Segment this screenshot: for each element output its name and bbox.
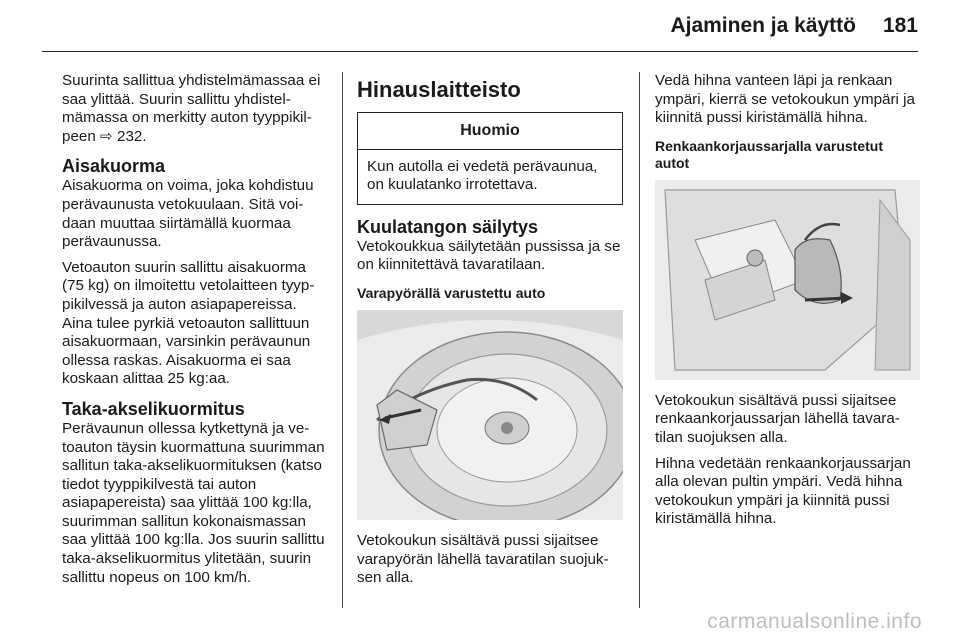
subheading-renkaankorjaussarja: Renkaankorjaussarjalla varustetut autot (655, 137, 883, 171)
spare-wheel-illustration (357, 310, 623, 520)
note-body: Kun autolla ei vedetä perävaunua, on kuulatanko irrotettava. (367, 157, 598, 194)
page-reference-link[interactable]: 232. (117, 127, 147, 145)
repair-kit-illustration (655, 180, 920, 380)
intro-paragraph: Suurinta sallittua yhdistelmämassaa ei saa ylittää. Suurin sallittu yhdistelmämassa on merkitty auton tyyppikilpeen ⇨ 232. (62, 72, 321, 145)
column-1 (62, 72, 330, 594)
figure-caption: Vetokoukun sisältävä pussi sijaitsee varapyörän lähellä tavaratilan suojuksen alla. (357, 531, 609, 587)
main-heading-hinauslaitteisto: Hinauslaitteisto (357, 77, 521, 102)
page-header (0, 0, 960, 54)
column-3 (655, 72, 920, 536)
paragraph: Vetokoukkua säilytetään pussissa ja se on kiinnitettävä tavaratilaan. (357, 237, 621, 274)
section-heading-kuulatangon-sailytys: Kuulatangon säilytys (357, 216, 539, 237)
paragraph: Aisakuorma on voima, joka kohdistuu perävaunusta vetokuulaan. Sitä voidaan muuttaa siirtämällä kuormaa perävaunussa. (62, 177, 314, 251)
page-number: 181 (882, 14, 918, 37)
paragraph: Perävaunun ollessa kytkettynä ja vetoauton täysin kuormattuna suurimman sallitun taka-akselikuormituksen (katso tiedot tyyppikilvestä tai auton asiapapereista) saa ylittää 100 kg:lla, suurimman sallitun kokonaismassan saa ylittää 100 kg:lla. Jos suurin sallittu taka-akselikuormitus ylitetään, suurin sallittu nopeus on 100 km/h. (62, 419, 325, 586)
paragraph: Vedä hihna vanteen läpi ja renkaan ympäri, kierrä se vetokoukun ympäri ja kiinnitä pussi kiristämällä hihna. (655, 72, 915, 127)
note-title: Huomio (358, 113, 622, 150)
section-heading-aisakuorma: Aisakuorma (62, 156, 166, 177)
subheading-varapyora: Varapyörällä varustettu auto (357, 284, 546, 301)
watermark: carmanualsonline.info (707, 610, 922, 633)
arrow-reference-icon: ⇨ (100, 127, 113, 145)
paragraph: Vetokoukun sisältävä pussi sijaitsee renkaankorjaussarjan lähellä tavaratilan suojuksen alla. (655, 391, 900, 446)
paragraph: Hihna vedetään renkaankorjaussarjan alla olevan pultin ympäri. Vedä hihna vetokoukun ympäri ja kiinnitä pussi kiristämällä hihna. (655, 454, 911, 528)
note-box (357, 112, 623, 205)
column-divider-1 (342, 72, 343, 608)
header-divider (42, 51, 918, 52)
column-2 (357, 72, 623, 595)
paragraph: Vetoauton suurin sallittu aisakuorma (75 kg) on ilmoitettu vetolaitteen tyyppikilvessä ja auton asiapapereissa. Aina tulee pyrkiä vetoauton sallittuun aisakuormaan, varsinkin perävaunun ollessa raskas. Aisakuorma ei saa koskaan alittaa 25 kg:aa. (62, 258, 315, 388)
column-divider-2 (639, 72, 640, 608)
section-heading-taka-akselikuormitus: Taka-akselikuormitus (62, 398, 245, 419)
chapter-title: Ajaminen ja käyttö (670, 14, 856, 37)
